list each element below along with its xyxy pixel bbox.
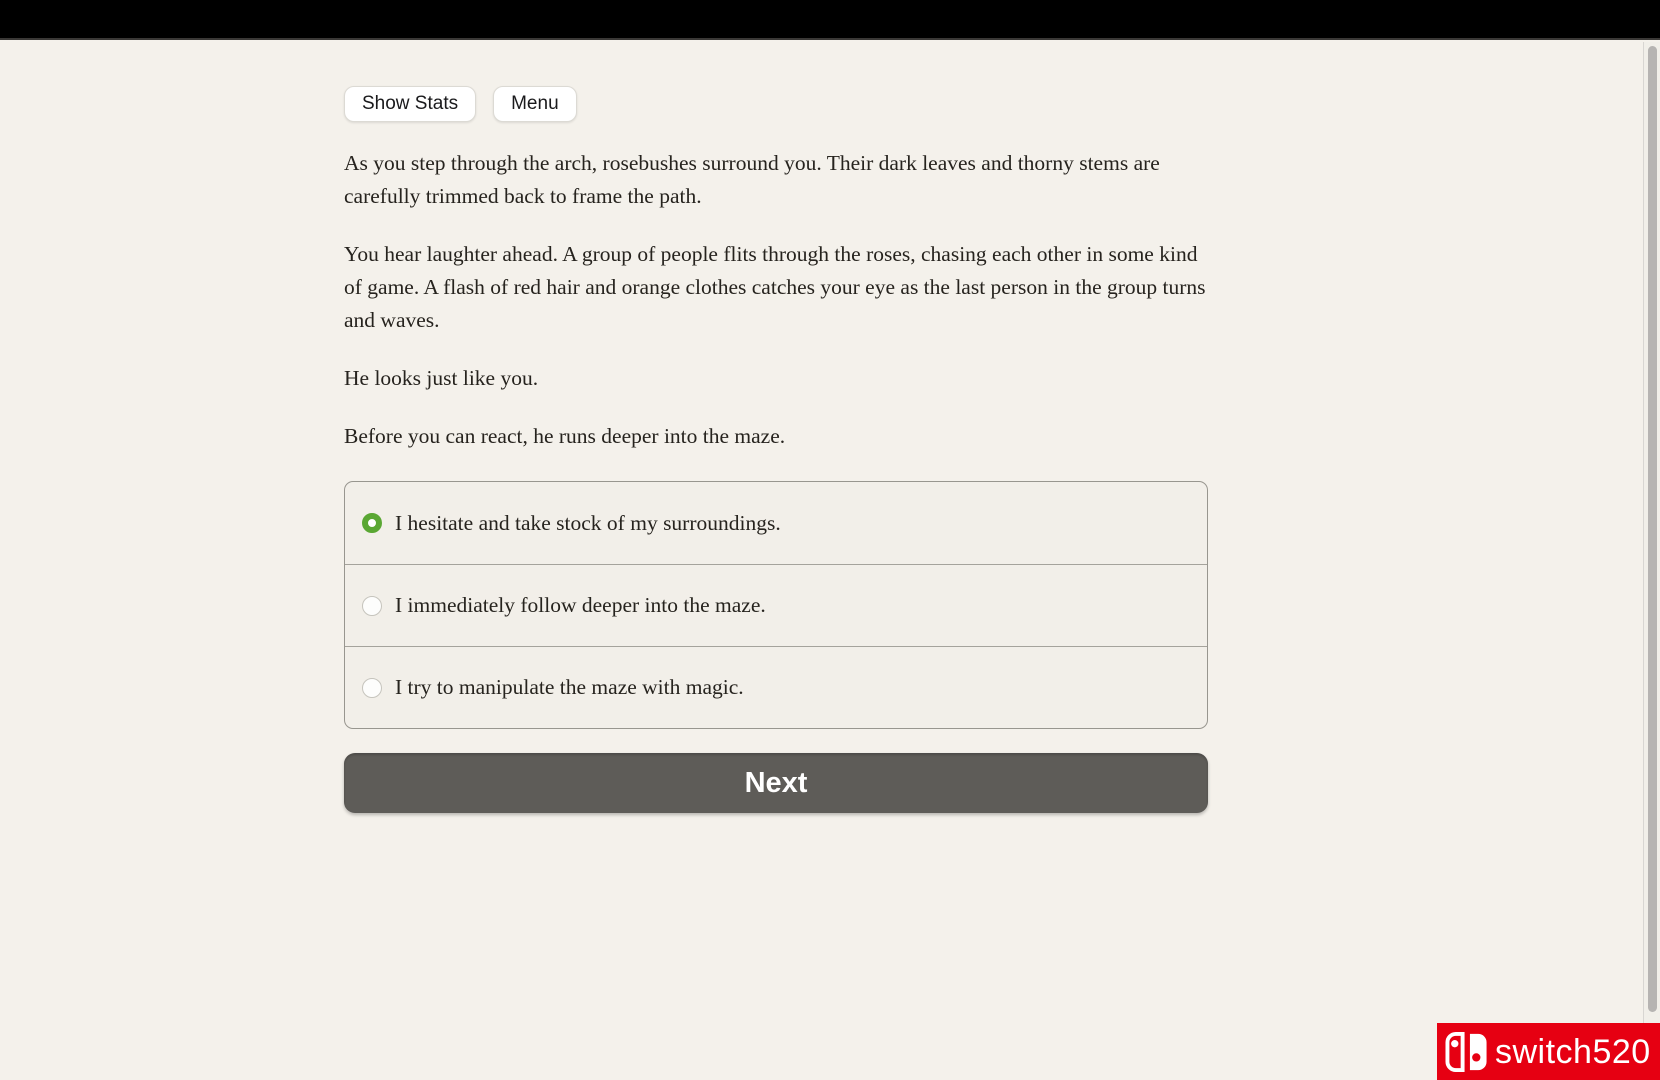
- menu-button[interactable]: Menu: [493, 86, 577, 122]
- choice-option-label: I immediately follow deeper into the maze.: [395, 593, 766, 617]
- top-black-bar: [0, 0, 1660, 40]
- story-paragraph: He looks just like you.: [344, 366, 539, 390]
- next-button[interactable]: Next: [344, 753, 1208, 813]
- story-text: [344, 147, 1208, 453]
- story-page: [344, 42, 1208, 813]
- choice-list: [344, 481, 1208, 729]
- watermark-badge: [1437, 1023, 1660, 1080]
- choice-option-follow[interactable]: [345, 564, 1207, 646]
- radio-button[interactable]: [362, 513, 382, 533]
- scrollbar-track[interactable]: [1643, 42, 1660, 1080]
- radio-button[interactable]: [362, 596, 382, 616]
- watermark-text: switch520: [1495, 1032, 1651, 1071]
- story-paragraph: As you step through the arch, rosebushes surround you. Their dark leaves and thorny stems are carefully trimmed back to frame the path.: [344, 151, 1160, 208]
- radio-button[interactable]: [362, 678, 382, 698]
- story-paragraph: You hear laughter ahead. A group of people flits through the roses, chasing each other in some kind of game. A flash of red hair and orange clothes catches your eye as the last person in the group turns and waves.: [344, 242, 1206, 332]
- choice-option-label: I hesitate and take stock of my surroundings.: [395, 510, 781, 535]
- choice-option-hesitate[interactable]: [345, 482, 1207, 564]
- choice-option-label: I try to manipulate the maze with magic.: [395, 675, 744, 699]
- nintendo-switch-logo-icon: [1445, 1030, 1489, 1074]
- story-paragraph: Before you can react, he runs deeper into the maze.: [344, 424, 786, 448]
- show-stats-button[interactable]: Show Stats: [344, 86, 476, 122]
- scrollbar-thumb[interactable]: [1648, 46, 1657, 1012]
- toolbar: [344, 86, 1208, 122]
- choice-option-magic[interactable]: [345, 646, 1207, 728]
